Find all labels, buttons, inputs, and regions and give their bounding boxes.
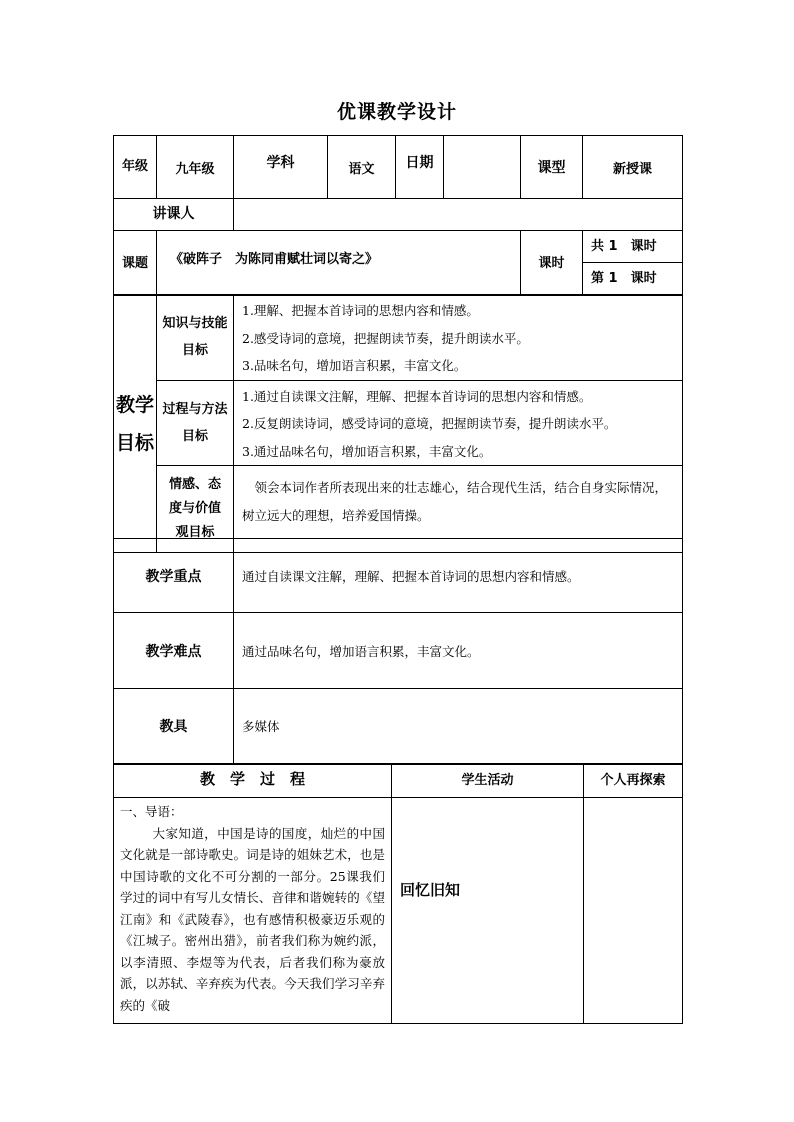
date-value: [444, 136, 521, 199]
knowledge-items: [234, 295, 683, 381]
process-header-row: [114, 765, 683, 798]
student-activity: 回忆旧知: [392, 798, 584, 1024]
process-table: [113, 764, 683, 1024]
process-label: 过程与方法目标: [157, 380, 234, 466]
objectives-table: [113, 294, 683, 553]
process-col-header: 教 学 过 程: [114, 765, 392, 798]
header-row: [114, 136, 683, 199]
section-heading: 一、导语：: [120, 804, 183, 819]
student-col-header: 学生活动: [392, 765, 584, 798]
lecturer-row: [114, 199, 683, 231]
type-label: 课型: [521, 136, 583, 199]
focus-table: [113, 538, 683, 764]
personal-col-header: 个人再探索: [584, 765, 683, 798]
objective-knowledge-row: [114, 295, 683, 381]
lesson-info-table: [113, 135, 683, 296]
lecturer-label: 讲课人: [114, 199, 234, 231]
knowledge-item: 3.品味名句，增加语言积累，丰富文化。: [242, 358, 467, 373]
subject-value: 语文: [328, 136, 396, 199]
subject-label: 学科: [234, 136, 328, 199]
topic-label: 课题: [114, 231, 157, 296]
process-item: 2.反复朗读诗词，感受诗词的意境，把握朗读节奏，提升朗读水平。: [242, 416, 617, 431]
difficulty-text: 通过品味名句，增加语言积累，丰富文化。: [234, 613, 683, 689]
personal-cell: [584, 798, 683, 1024]
topic-row: [114, 231, 683, 296]
topic-value: 《破阵子 为陈同甫赋壮词以寄之》: [157, 231, 521, 296]
tools-row: [114, 689, 683, 764]
tools-label: 教具: [114, 689, 234, 764]
emotion-text: 领会本词作者所表现出来的壮志雄心，结合现代生活，结合自身实际情况，树立远大的理想，培养爱国情操。: [234, 466, 683, 553]
key-point-text: 通过自读课文注解，理解、把握本首诗词的思想内容和情感。: [234, 539, 683, 613]
difficulty-row: [114, 613, 683, 689]
grade-label: 年级: [114, 136, 157, 199]
knowledge-label: 知识与技能目标: [157, 295, 234, 381]
tools-text: 多媒体: [234, 689, 683, 764]
intro-text: 大家知道，中国是诗的国度，灿烂的中国文化就是一部诗歌史。词是诗的姐妹艺术，也是中国诗歌的文化不可分割的一部分。25课我们学过的词中有写儿女情长、音律和谐婉转的《望江南》和《武陵春》，也有感情积极豪迈乐观的《江城子。密州出猎》，前者我们称为婉约派，以李清照、李煜等为代表，后者我们称为豪放派，以苏轼、辛弃疾为代表。今天我们学习辛弃疾的《破: [120, 825, 385, 1013]
key-point-row: [114, 539, 683, 613]
emotion-label: 情感、态度与价值观目标: [157, 466, 234, 553]
intro-cell: [114, 798, 392, 1024]
process-intro-row: [114, 798, 683, 1024]
period-current: 第 1 课时: [591, 271, 657, 286]
grade-value: 九年级: [157, 136, 234, 199]
type-value: 新授课: [583, 136, 683, 199]
objective-process-row: [114, 380, 683, 466]
period-cell: [583, 231, 683, 296]
knowledge-item: 1.理解、把握本首诗词的思想内容和情感。: [242, 303, 479, 318]
process-item: 3.通过品味名句，增加语言积累，丰富文化。: [242, 443, 492, 459]
page-title: 优课教学设计: [336, 101, 457, 123]
date-label: 日期: [396, 136, 444, 199]
key-point-label: 教学重点: [114, 539, 234, 613]
period-label: 课时: [521, 231, 583, 296]
objectives-label: 教学目标: [114, 295, 157, 553]
knowledge-item: 2.感受诗词的意境，把握朗读节奏，提升朗读水平。: [242, 330, 529, 346]
difficulty-label: 教学难点: [114, 613, 234, 689]
lecturer-value: [234, 199, 683, 231]
process-item: 1.通过自读课文注解，理解、把握本首诗词的思想内容和情感。: [242, 388, 592, 404]
process-items: [234, 380, 683, 466]
period-total: 共 1 课时: [583, 231, 682, 263]
